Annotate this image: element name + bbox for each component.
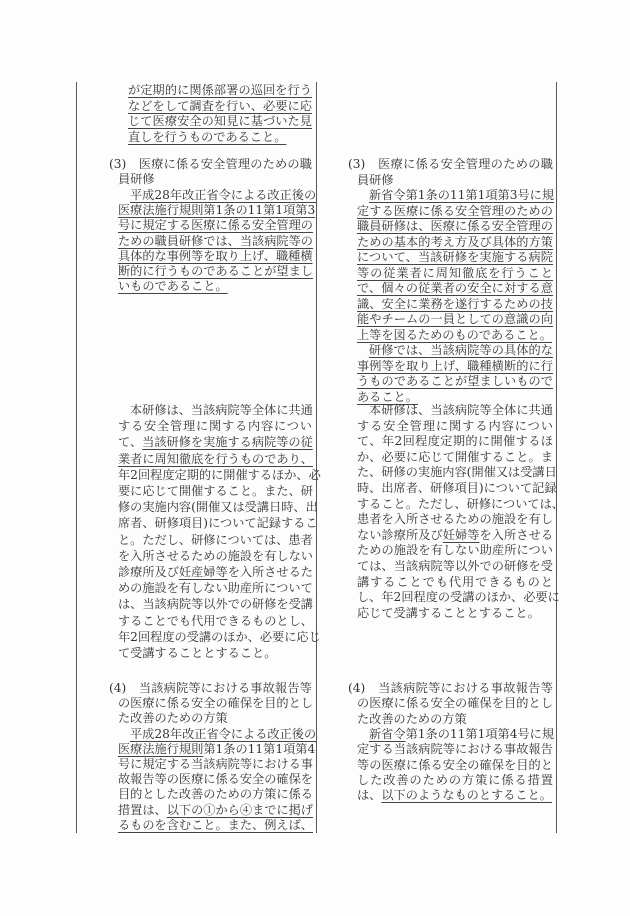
right-text-line <box>357 712 553 727</box>
right-text-line <box>357 543 553 558</box>
underlined-text: 医療法施行規則第1条の11第1項第3 <box>118 202 316 217</box>
underlined-text: 当該研修を実施する病院等の従 <box>142 435 313 450</box>
text: 応じて受講することとすること。 <box>357 605 540 620</box>
text: 員研修 <box>357 172 394 187</box>
left-text-line <box>118 279 312 294</box>
text: すること。ただし、研修については、 <box>357 496 564 511</box>
right-text-line <box>357 696 553 711</box>
underlined-text: あること。 <box>357 389 418 404</box>
text: めの施設を有しない助産所について <box>118 581 313 596</box>
text: て、年2回程度定期的に開催するほ <box>357 434 553 449</box>
text: 号に規定する当該病院等における事 <box>118 757 313 771</box>
underlined-text: ための職員研修では、当該病院等の <box>118 233 313 248</box>
text: ない診療所及び <box>357 527 443 542</box>
underlined-text: 事例等を取り上げ、職種横断的に行 <box>357 358 553 373</box>
left-text-line <box>118 711 312 726</box>
underlined-text: ための基本的考え方及び具体的方策 <box>357 234 553 249</box>
text: と。ただし、研修については、患者 <box>118 532 313 547</box>
left-text-line <box>118 435 312 450</box>
left-text-line <box>130 726 317 742</box>
left-text-line <box>128 83 312 98</box>
right-text-line <box>357 374 553 389</box>
left-text-line <box>109 157 312 172</box>
right-text-line <box>357 496 564 512</box>
left-text-line <box>118 629 321 645</box>
underlined-text: 識、安全に業務を遂行するための技 <box>357 296 553 311</box>
text: 席者、研修項目)について記録するこ <box>118 516 318 531</box>
text: ては、当該病院等以外での研修を受 <box>357 559 553 573</box>
right-text-line <box>357 434 553 449</box>
underlined-text: で、個々の従業者の安全に対する意 <box>357 281 553 295</box>
underlined-text: について、当該研修を実施する病院 <box>357 250 553 264</box>
right-text-line <box>357 266 553 281</box>
text: した改善のための方策に係る措置 <box>357 772 553 787</box>
underlined-text: 平成28年改正省令による改正後の <box>130 726 317 741</box>
text: を入所させるための施設を有しない <box>118 548 313 563</box>
text: 時、出席者、研修項目)について記録 <box>357 481 557 495</box>
left-text-line <box>118 516 318 531</box>
right-text-line <box>348 681 553 696</box>
text: 目的とした改善のための方策に係る <box>118 787 313 802</box>
right-text-line <box>357 450 553 465</box>
right-text-line <box>357 512 553 527</box>
left-text-line <box>118 565 312 580</box>
left-text-line <box>130 403 312 418</box>
text: することでも代用できるものとし、 <box>118 613 313 628</box>
text: 定する当該病院等における事故報告 <box>357 742 553 757</box>
right-text-line <box>357 481 557 496</box>
left-text-line <box>128 130 312 145</box>
left-text-line <box>118 202 316 218</box>
underlined-text: 妊産婦等 <box>178 565 228 579</box>
text: か、必要に応じて開催すること。ま <box>357 449 553 464</box>
right-text-line <box>357 173 553 188</box>
underlined-text: るものを含むこと。また、例えば、 <box>118 817 313 832</box>
left-text-line <box>118 549 312 564</box>
text: 要に応じて開催すること。また、研 <box>118 484 313 498</box>
left-text-line <box>118 803 312 818</box>
text: (3) 医療に係る安全管理のための職 <box>109 157 312 171</box>
text: た改善のための方策 <box>118 711 228 726</box>
underlined-text: 上等を図るためのものであること。 <box>357 327 552 342</box>
text: 本研修は、当該病院等全体に共通 <box>369 403 553 417</box>
text: 患者を入所させるための施設を有し <box>357 512 553 527</box>
text: 第1条の11第1項第4号に規 <box>405 726 555 741</box>
left-text-line <box>118 467 321 483</box>
underlined-text: 研修では、当該病院等の具体的な <box>369 343 553 357</box>
text: の医療に係る安全の確保を目的とし <box>357 696 553 711</box>
text: 等の医療に係る安全の確保を目的と <box>357 757 553 772</box>
underlined-text: 定する医療に係る安全管理のための <box>357 203 553 218</box>
right-text-line <box>357 312 553 327</box>
underlined-text: じて医療安全の知見に基づいた見 <box>128 114 312 128</box>
left-text-line <box>118 234 312 249</box>
left-text-line <box>118 696 312 711</box>
left-text-line <box>118 452 312 467</box>
text: 講することでも代用できるものと <box>357 574 553 589</box>
underlined-text: 直しを行うものであること。 <box>128 129 287 144</box>
left-text-line <box>118 172 312 187</box>
right-text-line <box>357 328 553 343</box>
underlined-text: 断的に行うものであることが望まし <box>118 264 313 279</box>
left-text-line <box>118 818 312 833</box>
underlined-text: 号に規定する医療に係る安全管理の <box>118 218 313 233</box>
right-text-line <box>369 727 553 742</box>
text: 年2回程度定期的に開催するほか、必 <box>118 467 321 482</box>
text: は、 <box>357 788 382 803</box>
right-text-line <box>369 343 553 358</box>
left-text-line <box>109 681 312 696</box>
underlined-text: 新省令第1条の11第1項第3号に規 <box>369 188 555 202</box>
text: た、研修の実施内容(開催又は受講日 <box>357 465 557 480</box>
text: (3) 医療に係る安全管理のための職 <box>348 157 553 171</box>
left-text-line <box>118 419 312 434</box>
right-text-line <box>357 235 553 250</box>
text: て受講することとすること。 <box>118 646 277 660</box>
text: (4) 当該病院等における事故報告等 <box>109 681 312 695</box>
table-border-right <box>556 82 557 833</box>
text: 診療所及び <box>118 565 179 579</box>
underlined-text: 職員研修は、医療に係る安全管理の <box>357 219 553 233</box>
left-text-line <box>118 614 312 629</box>
text: を入所させるた <box>227 565 313 579</box>
underlined-text: 具体的な事例等を取り上げ、職種横 <box>118 248 313 263</box>
underlined-text: 能やチームの一員としての意識の向 <box>357 312 553 326</box>
right-text-line <box>357 559 553 574</box>
text: し、年2回程度の受講のほか、必要に <box>357 590 560 605</box>
text: を入所させる <box>479 527 554 542</box>
left-text-line <box>128 114 312 129</box>
right-text-line <box>369 188 553 203</box>
table-border-middle <box>316 82 317 833</box>
underlined-text: 新省令 <box>369 726 406 741</box>
left-text-line <box>118 218 312 233</box>
right-text-line <box>357 528 553 543</box>
underlined-text: 等の従業者に周知徹底を行うこと <box>357 265 553 280</box>
right-text-line <box>357 758 553 773</box>
left-text-line <box>118 597 312 612</box>
right-text-line <box>357 742 553 757</box>
text: の医療に係る安全の確保を目的とし <box>118 696 313 711</box>
right-text-line <box>348 157 553 172</box>
right-text-line <box>357 606 553 621</box>
underlined-text: うものであることが望ましいもので <box>357 374 553 388</box>
left-text-line <box>118 581 312 596</box>
text: ための施設を有しない助産所につい <box>357 543 553 558</box>
underlined-text: 妊婦等 <box>442 527 480 542</box>
text: た改善のための方策 <box>357 711 467 726</box>
left-text-line <box>118 249 312 264</box>
table-border-left <box>76 82 77 833</box>
underlined-text: いものであること。 <box>118 279 228 294</box>
underlined-text: 以下のようなものとすること。 <box>381 788 552 803</box>
left-text-line <box>118 772 312 787</box>
left-text-line <box>118 484 312 499</box>
text: する安全管理に関する内容につい <box>118 419 312 434</box>
text: する安全管理に関する内容につい <box>357 418 553 433</box>
right-text-line <box>369 403 553 418</box>
right-text-line <box>357 219 553 234</box>
right-text-line <box>357 788 553 803</box>
text: 年2回程度の受講のほか、必要に応じ <box>118 629 321 644</box>
left-text-line <box>118 787 312 802</box>
right-text-line <box>357 204 553 219</box>
left-text-line <box>118 264 312 279</box>
right-text-line <box>357 250 553 265</box>
right-text-line <box>357 575 553 590</box>
text: 第1条の11第1項第4 <box>203 741 316 756</box>
underlined-text: 平成28年改正省令による改正後の <box>130 187 317 202</box>
left-text-line <box>118 646 312 661</box>
left-text-line <box>118 741 316 757</box>
right-text-line <box>357 465 557 480</box>
left-text-line <box>118 533 312 548</box>
underlined-text: などをして調査を行い、必要に応 <box>128 98 312 113</box>
text: 本研修は、当該病院等全体に共通 <box>130 403 313 417</box>
text: (4) 当該病院等における事故報告等 <box>348 681 553 695</box>
text: 措置は、 <box>118 802 167 817</box>
underlined-text: 業者に周知徹底を行うものであり、 <box>118 451 313 466</box>
left-text-line <box>130 187 317 203</box>
left-text-line <box>118 500 318 515</box>
underlined-text: 医療法施行規則 <box>118 741 204 756</box>
underlined-text: 以下の①から④までに掲げ <box>166 802 313 817</box>
text: 員研修 <box>118 172 155 187</box>
left-text-line <box>118 757 312 772</box>
text: て、 <box>118 435 143 450</box>
right-text-line <box>357 281 553 296</box>
text: は、当該病院等以外での研修を受講 <box>118 597 313 612</box>
text: 故報告等の医療に係る安全の確保を <box>118 772 313 787</box>
underlined-text: が定期的に関係部署の巡回を行う <box>128 83 312 97</box>
right-text-line <box>357 359 553 374</box>
text: 修の実施内容(開催又は受講日時、出 <box>118 500 318 515</box>
right-text-line <box>357 419 553 434</box>
right-text-line <box>357 773 553 788</box>
left-text-line <box>128 99 312 114</box>
right-text-line <box>357 590 560 605</box>
right-text-line <box>357 297 553 312</box>
